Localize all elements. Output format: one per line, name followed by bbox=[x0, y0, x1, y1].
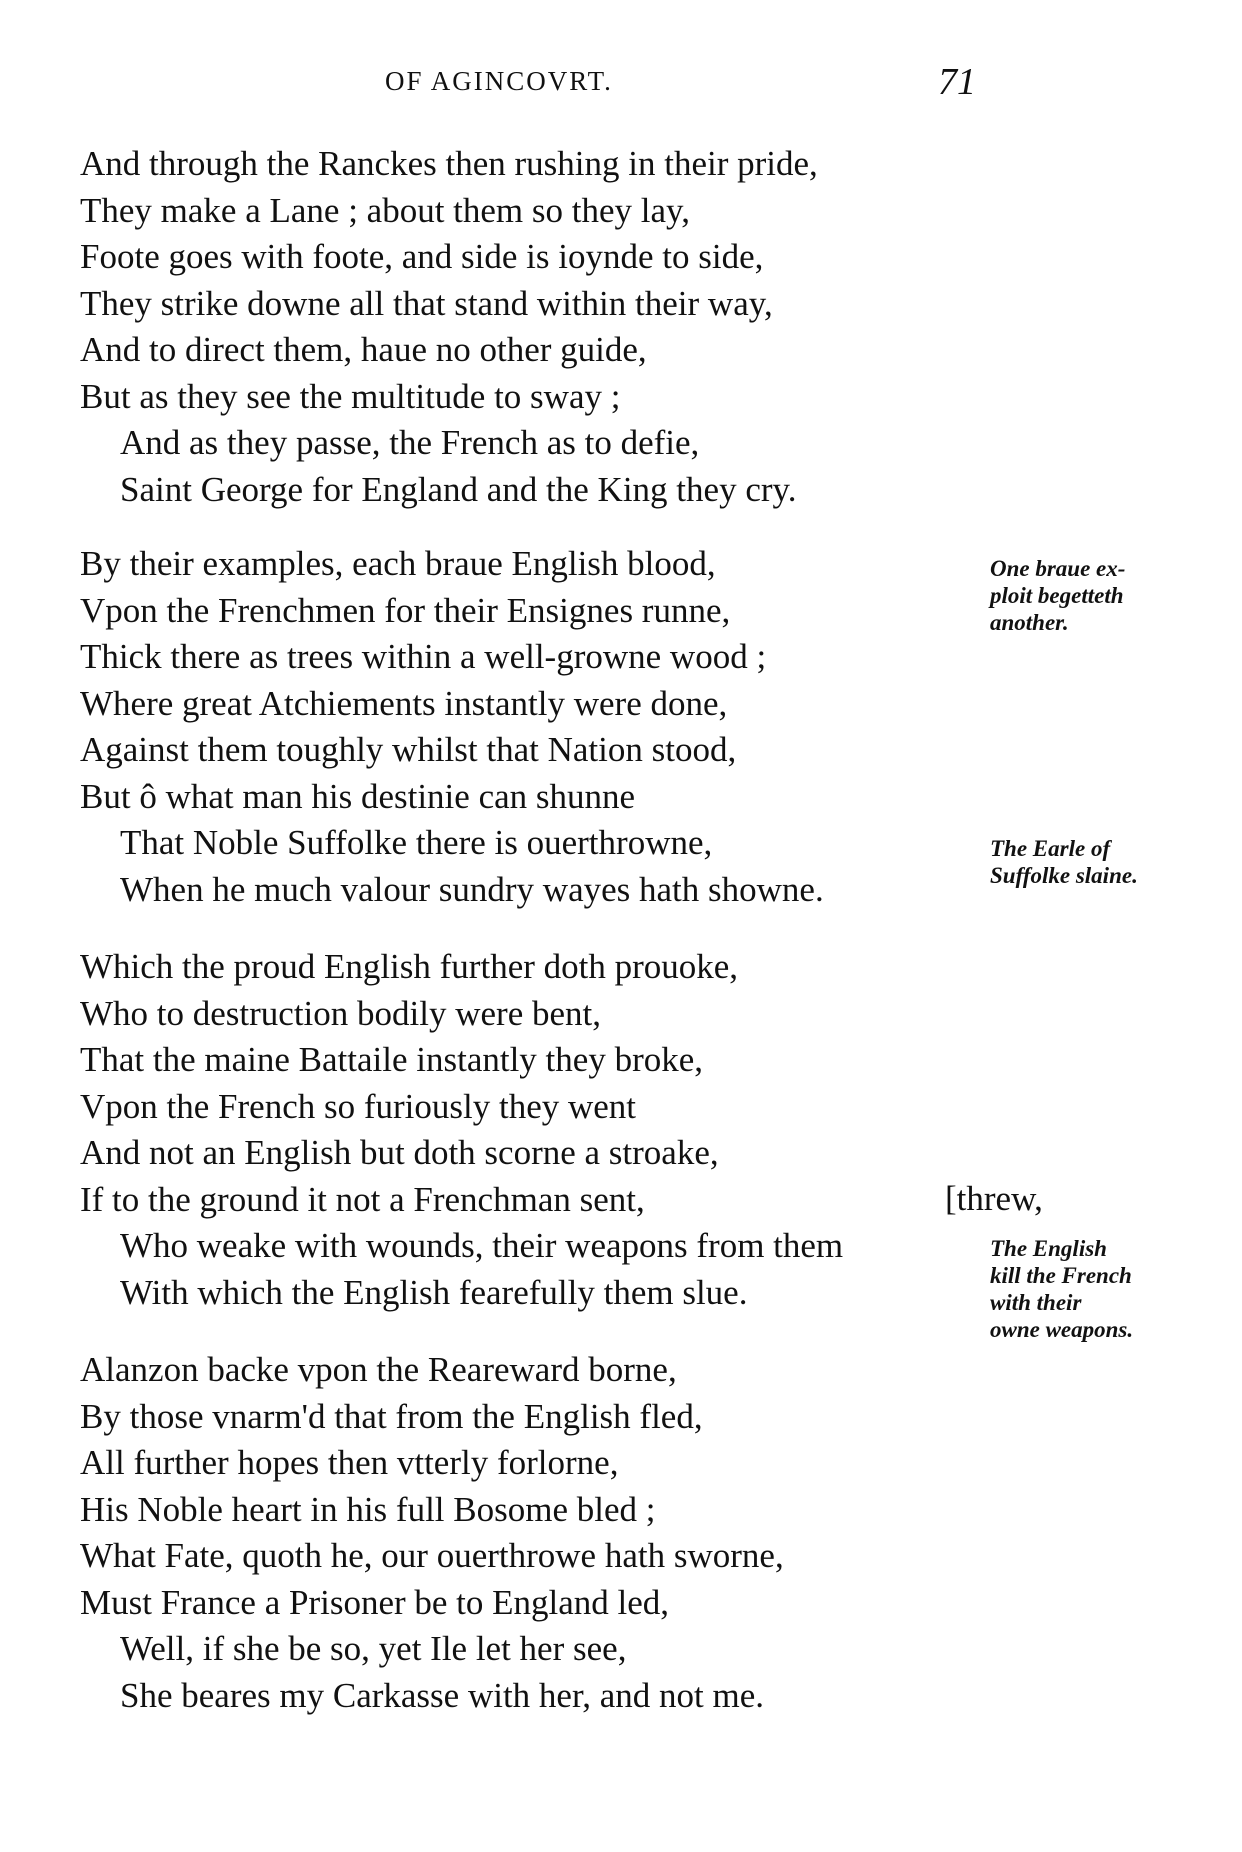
side-note-line: Suffolke slaine. bbox=[990, 863, 1138, 888]
side-note-line: The Earle of bbox=[990, 836, 1111, 861]
side-note-line: ploit begetteth bbox=[990, 583, 1124, 608]
verse-line: Who weake with wounds, their weapons from them bbox=[120, 1226, 844, 1265]
verse-line: All further hopes then vtterly forlorne, bbox=[80, 1443, 619, 1482]
verse-line: They make a Lane ; about them so they lay, bbox=[80, 190, 691, 230]
verse-line: Must France a Prisoner be to England led, bbox=[80, 1582, 670, 1622]
verse-line: With which the English fearefully them slue. bbox=[120, 1272, 748, 1312]
verse-line: Vpon the French so furiously they went bbox=[80, 1086, 637, 1126]
verse-line: Who to destruction bodily were bent, bbox=[80, 993, 601, 1033]
verse-line: Alanzon backe vpon the Reareward borne, bbox=[80, 1350, 677, 1389]
verse-line: When he much valour sundry wayes hath showne. bbox=[120, 869, 824, 909]
verse-line: Saint George for England and the King they cry. bbox=[120, 469, 797, 509]
side-note-english-weapons bbox=[990, 1235, 1230, 1343]
verse-line: By their examples, each braue English blood, bbox=[80, 544, 716, 583]
verse-line: And to direct them, haue no other guide, bbox=[80, 330, 647, 369]
verse-line: Foote goes with foote, and side is ioynde to side, bbox=[80, 237, 764, 276]
verse-line: Where great Atchiements instantly were done, bbox=[80, 683, 728, 723]
side-note-line: another. bbox=[990, 610, 1069, 635]
side-note-suffolke bbox=[990, 835, 1230, 889]
side-note-line: kill the French bbox=[990, 1263, 1132, 1288]
verse-line: Well, if she be so, yet Ile let her see, bbox=[120, 1629, 627, 1668]
side-note-line: owne weapons. bbox=[990, 1317, 1134, 1342]
verse-line: But ô what man his destinie can shunne bbox=[80, 776, 636, 816]
verse-line: If to the ground it not a Frenchman sent, bbox=[80, 1179, 645, 1219]
verse-line: That Noble Suffolke there is ouerthrowne, bbox=[120, 823, 713, 862]
verse-line: But as they see the multitude to sway ; bbox=[80, 376, 621, 416]
side-note-exploit bbox=[990, 555, 1230, 636]
carryover-word: [threw, bbox=[945, 1179, 1043, 1218]
page-number: 71 bbox=[938, 61, 976, 103]
verse-line: They strike downe all that stand within their way, bbox=[80, 283, 773, 323]
running-head bbox=[0, 61, 1242, 106]
stanza-1 bbox=[80, 141, 1020, 513]
verse-line: That the maine Battaile instantly they broke, bbox=[80, 1040, 704, 1079]
verse-line: And not an English but doth scorne a stroake, bbox=[80, 1133, 719, 1172]
side-note-line: The English bbox=[990, 1236, 1107, 1261]
verse-line: Thick there as trees within a well-growne wood ; bbox=[80, 637, 767, 676]
side-note-line: with their bbox=[990, 1290, 1082, 1315]
side-note-line: One braue ex- bbox=[990, 556, 1126, 581]
running-title: OF AGINCOVRT. bbox=[385, 66, 613, 96]
verse-line: And through the Ranckes then rushing in their pride, bbox=[80, 144, 818, 183]
verse-line: What Fate, quoth he, our ouerthrowe hath sworne, bbox=[80, 1536, 784, 1575]
stanza-4 bbox=[80, 1347, 1020, 1719]
verse-line: Which the proud English further doth prouoke, bbox=[80, 947, 739, 986]
verse-line: And as they passe, the French as to defie, bbox=[120, 423, 700, 462]
verse-line: She beares my Carkasse with her, and not me. bbox=[120, 1675, 764, 1715]
verse-line: His Noble heart in his full Bosome bled ; bbox=[80, 1489, 656, 1529]
stanza-2 bbox=[80, 541, 1020, 913]
verse-line: By those vnarm'd that from the English fled, bbox=[80, 1396, 703, 1436]
verse-line: Vpon the Frenchmen for their Ensignes runne, bbox=[80, 590, 731, 630]
verse-line: Against them toughly whilst that Nation stood, bbox=[80, 730, 737, 769]
